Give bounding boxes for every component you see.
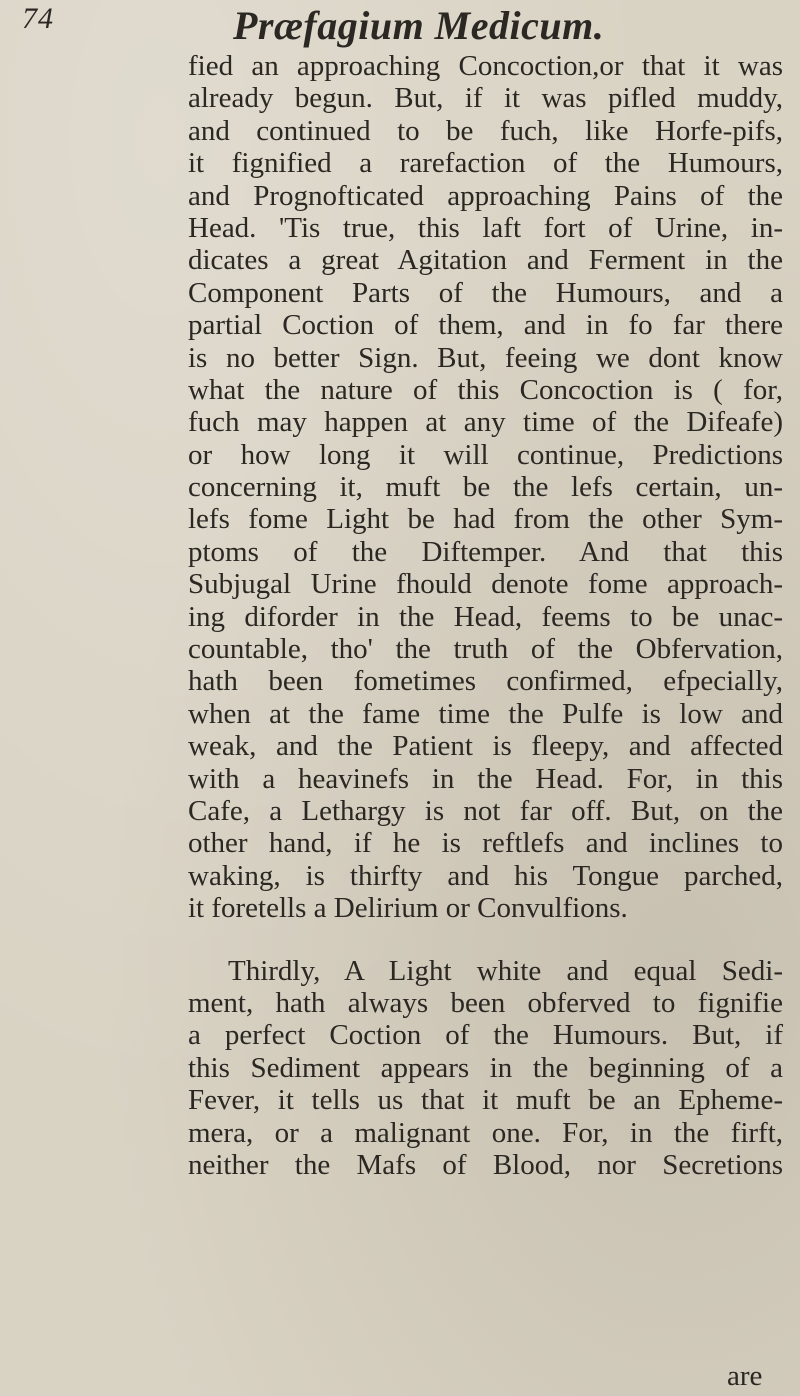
text-line: what the nature of this Concoction is ( for, (188, 373, 783, 406)
text-line: concerning it, muft be the lefs certain, un- (188, 471, 783, 504)
paragraph-1 (188, 50, 783, 925)
text-line: Subjugal Urine fhould denote fome approach- (188, 568, 783, 601)
text-line: with a heavinefs in the Head. For, in this (188, 762, 783, 795)
text-line: Cafe, a Lethargy is not far off. But, on the (188, 794, 783, 827)
running-head: Præfagium Medicum. (233, 3, 605, 48)
text-line: mera, or a malignant one. For, in the firft, (188, 1116, 783, 1149)
text-line: fuch may happen at any time of the Difeafe) (188, 406, 783, 439)
text-line: it fignified a rarefaction of the Humours, (188, 147, 783, 180)
text-line: lefs fome Light be had from the other Sym- (188, 503, 783, 536)
text-line: it foretells a Delirium or Convulfions. (188, 892, 628, 925)
text-line: fied an approaching Concoction,or that it was (188, 50, 783, 82)
text-line: other hand, if he is reftlefs and inclines to (188, 827, 783, 860)
text-line: Fever, it tells us that it muft be an Epheme- (188, 1084, 783, 1117)
text-line: Head. 'Tis true, this laft fort of Urine, in- (188, 211, 783, 244)
text-line: neither the Mafs of Blood, nor Secretions (188, 1148, 783, 1181)
text-line: hath been fometimes confirmed, efpecially, (188, 665, 783, 698)
text-line: Component Parts of the Humours, and a (188, 276, 783, 309)
text-line: Thirdly, A Light white and equal Sedi- (228, 954, 783, 987)
text-line: ing diforder in the Head, feems to be unac- (188, 600, 783, 633)
catchword: are (727, 1360, 763, 1392)
text-line: already begun. But, if it was pifled muddy, (188, 82, 783, 115)
text-line: and Prognofticated approaching Pains of the (188, 179, 783, 212)
text-line: countable, tho' the truth of the Obfervation, (188, 633, 783, 666)
text-line: ment, hath always been obferved to fignifie (188, 986, 783, 1019)
text-line: this Sediment appears in the beginning of a (188, 1051, 783, 1084)
text-line: and continued to be fuch, like Horfe-pifs, (188, 114, 783, 147)
text-line: waking, is thirfty and his Tongue parched, (188, 859, 783, 892)
text-line: a perfect Coction of the Humours. But, if (188, 1019, 783, 1052)
body-text (188, 50, 783, 1181)
text-line: dicates a great Agitation and Ferment in the (188, 244, 783, 277)
page-number: 74 (22, 2, 54, 35)
text-line: or how long it will continue, Predictions (188, 438, 783, 471)
text-line: partial Coction of them, and in fo far there (188, 309, 783, 342)
text-line: when at the fame time the Pulfe is low and (188, 697, 783, 730)
paragraph-2 (188, 955, 783, 1182)
text-line: weak, and the Patient is fleepy, and affected (188, 730, 783, 763)
text-line: is no better Sign. But, feeing we dont know (188, 341, 783, 374)
paragraph-break (188, 925, 783, 955)
text-line: ptoms of the Diftemper. And that this (188, 535, 783, 568)
